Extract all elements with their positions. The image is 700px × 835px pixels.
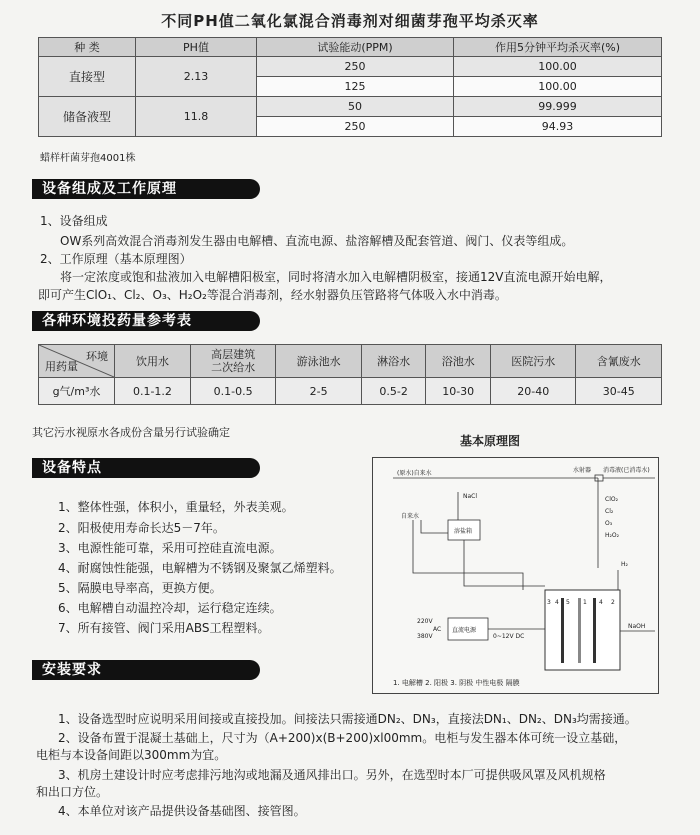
chem-label: Cl₂	[605, 508, 614, 515]
feature-item: 6、电解槽自动温控冷却，运行稳定连续。	[58, 601, 282, 615]
rate-cell: 100.00	[454, 57, 662, 77]
feature-item: 4、耐腐蚀性能强，电解槽为不锈钢及聚氯乙烯塑料。	[58, 561, 342, 575]
chem-label: H₂O₂	[605, 532, 620, 539]
diag-bottom-label: 用药量	[45, 360, 78, 373]
tap-water-label: 自来水	[401, 513, 420, 520]
cell-number: 3	[547, 599, 551, 606]
install-item2-line2: 电柜与本设备间距以300mm为宜。	[36, 748, 227, 762]
rate-cell: 100.00	[454, 77, 662, 97]
kind-cell: 直接型	[39, 57, 136, 97]
cell-number: 4	[555, 599, 559, 606]
dc-output-label: 0~12V DC	[493, 633, 525, 640]
rate-cell: 94.93	[454, 117, 662, 137]
salt-tank-label: 溶盐箱	[454, 528, 473, 535]
raw-water-label: (原水)自来水	[397, 470, 432, 477]
cell-number: 5	[566, 599, 570, 606]
item2-line2: 即可产生ClO₁、Cl₂、O₃、H₂O₂等混合消毒剂，经水射器负压管路将气体吸入水中消毒。	[38, 288, 507, 302]
ppm-cell: 125	[257, 77, 454, 97]
item1-text: OW系列高效混合消毒剂发生器由电解槽、直流电源、盐溶解槽及配套管道、阀门、仪表等组成。	[60, 234, 574, 248]
section-heading-composition: 设备组成及工作原理	[32, 179, 260, 199]
install-item2-line1: 2、设备布置于混凝土基础上，尺寸为（A+200)x(B+200)xl00mm。电柜与发生器本体可统一设立基础，	[58, 731, 627, 745]
dosage-cell: 10-30	[426, 378, 491, 405]
ph-cell: 2.13	[136, 57, 257, 97]
tap-water-pipe	[421, 520, 448, 533]
header-ph: PH值	[136, 38, 257, 57]
page-title: 不同PH值二氧化氯混合消毒剂对细菌芽孢平均杀灭率	[161, 12, 539, 30]
col-header: 高层建筑 二次给水	[190, 345, 275, 378]
col-header: 淋浴水	[361, 345, 426, 378]
h2-label: H₂	[621, 561, 628, 568]
membrane	[578, 598, 581, 663]
feature-item: 7、所有接管、阀门采用ABS工程塑料。	[58, 621, 270, 635]
principle-diagram	[372, 457, 659, 694]
rate-cell: 99.999	[454, 97, 662, 117]
install-item1: 1、设备选型时应说明采用间接或直接投加。间接法只需接通DN₂、DN₃，直接法DN₁、DN₂、DN₃均需接通。	[58, 712, 637, 726]
chem-label: ClO₂	[605, 496, 618, 503]
electrode	[561, 598, 564, 663]
v220-label: 220V	[417, 618, 433, 625]
install-item4: 4、本单位对该产品提供设备基础图、接管图。	[58, 804, 306, 818]
col-header: 医院污水	[491, 345, 576, 378]
ppm-cell: 50	[257, 97, 454, 117]
kill-rate-table	[38, 37, 662, 137]
kind-cell: 储备液型	[39, 97, 136, 137]
dosage-cell: 30-45	[576, 378, 662, 405]
section-heading-dosage: 各种环境投药量参考表	[32, 311, 260, 331]
feature-item: 1、整体性强，体积小，重量轻，外表美观。	[58, 500, 294, 514]
col-header: 含氰废水	[576, 345, 662, 378]
nacl-label: NaCl	[463, 493, 478, 500]
section-heading-installation: 安装要求	[32, 660, 260, 680]
item1-title: 1、设备组成	[40, 214, 108, 228]
dosage-cell: 2-5	[276, 378, 361, 405]
header-kind: 种 类	[39, 38, 136, 57]
ppm-cell: 250	[257, 57, 454, 77]
section-heading-features: 设备特点	[32, 458, 260, 478]
diag-top-label: 环境	[86, 350, 108, 363]
install-item3-line2: 和出口方位。	[36, 785, 109, 799]
table1-note: 蜡样杆菌芽孢4001株	[40, 153, 136, 164]
ph-cell: 11.8	[136, 97, 257, 137]
electrode	[593, 598, 596, 663]
col-header: 浴池水	[426, 345, 491, 378]
header-ppm: 试验能动(PPM)	[257, 38, 454, 57]
col-header: 游泳池水	[276, 345, 361, 378]
dosage-note: 其它污水视原水各成份含量另行试验确定	[32, 426, 230, 439]
dosage-cell: 0.1-1.2	[115, 378, 191, 405]
ac-label: AC	[433, 626, 442, 633]
diagonal-header-cell	[39, 345, 115, 378]
dc-power-label: 直流电源	[452, 627, 477, 634]
feature-item: 3、电源性能可靠，采用可控硅直流电源。	[58, 541, 282, 555]
v380-label: 380V	[417, 633, 433, 640]
dosage-table	[38, 344, 662, 405]
naoh-label: NaOH	[628, 623, 646, 630]
dosage-cell: 0.1-0.5	[190, 378, 275, 405]
dosage-cell: 20-40	[491, 378, 576, 405]
diagram-title: 基本原理图	[460, 434, 521, 448]
item2-title: 2、工作原理（基本原理图）	[40, 252, 192, 266]
ppm-cell: 250	[257, 117, 454, 137]
diagram-legend: 1. 电解槽 2. 阳极 3. 阴极 中性电极 隔膜	[393, 679, 520, 687]
brine-pipe	[464, 540, 545, 586]
ejector-label: 水射器	[573, 467, 592, 474]
col-header: 饮用水	[115, 345, 191, 378]
feature-item: 5、隔膜电导率高，更换方便。	[58, 581, 222, 595]
cell-number: 4	[599, 599, 603, 606]
cell-number: 1	[583, 599, 587, 606]
header-rate: 作用5分钟平均杀灭率(%)	[454, 38, 662, 57]
disinfectant-label: 消毒液(已消毒水)	[603, 467, 650, 474]
feature-item: 2、阳极使用寿命长达5－7年。	[58, 521, 225, 535]
install-item3-line1: 3、机房土建设计时应考虑排污地沟或地漏及通风排出口。另外，在选型时本厂可提供吸风罩及风机规格	[58, 768, 606, 782]
row-label: g气/m³水	[39, 378, 115, 405]
chem-label: O₃	[605, 520, 613, 527]
item2-line1: 将一定浓度或饱和盐液加入电解槽阳极室，同时将清水加入电解槽阴极室，接通12V直流电源开始电解，	[60, 270, 612, 284]
dosage-cell: 0.5-2	[361, 378, 426, 405]
cell-number: 2	[611, 599, 615, 606]
